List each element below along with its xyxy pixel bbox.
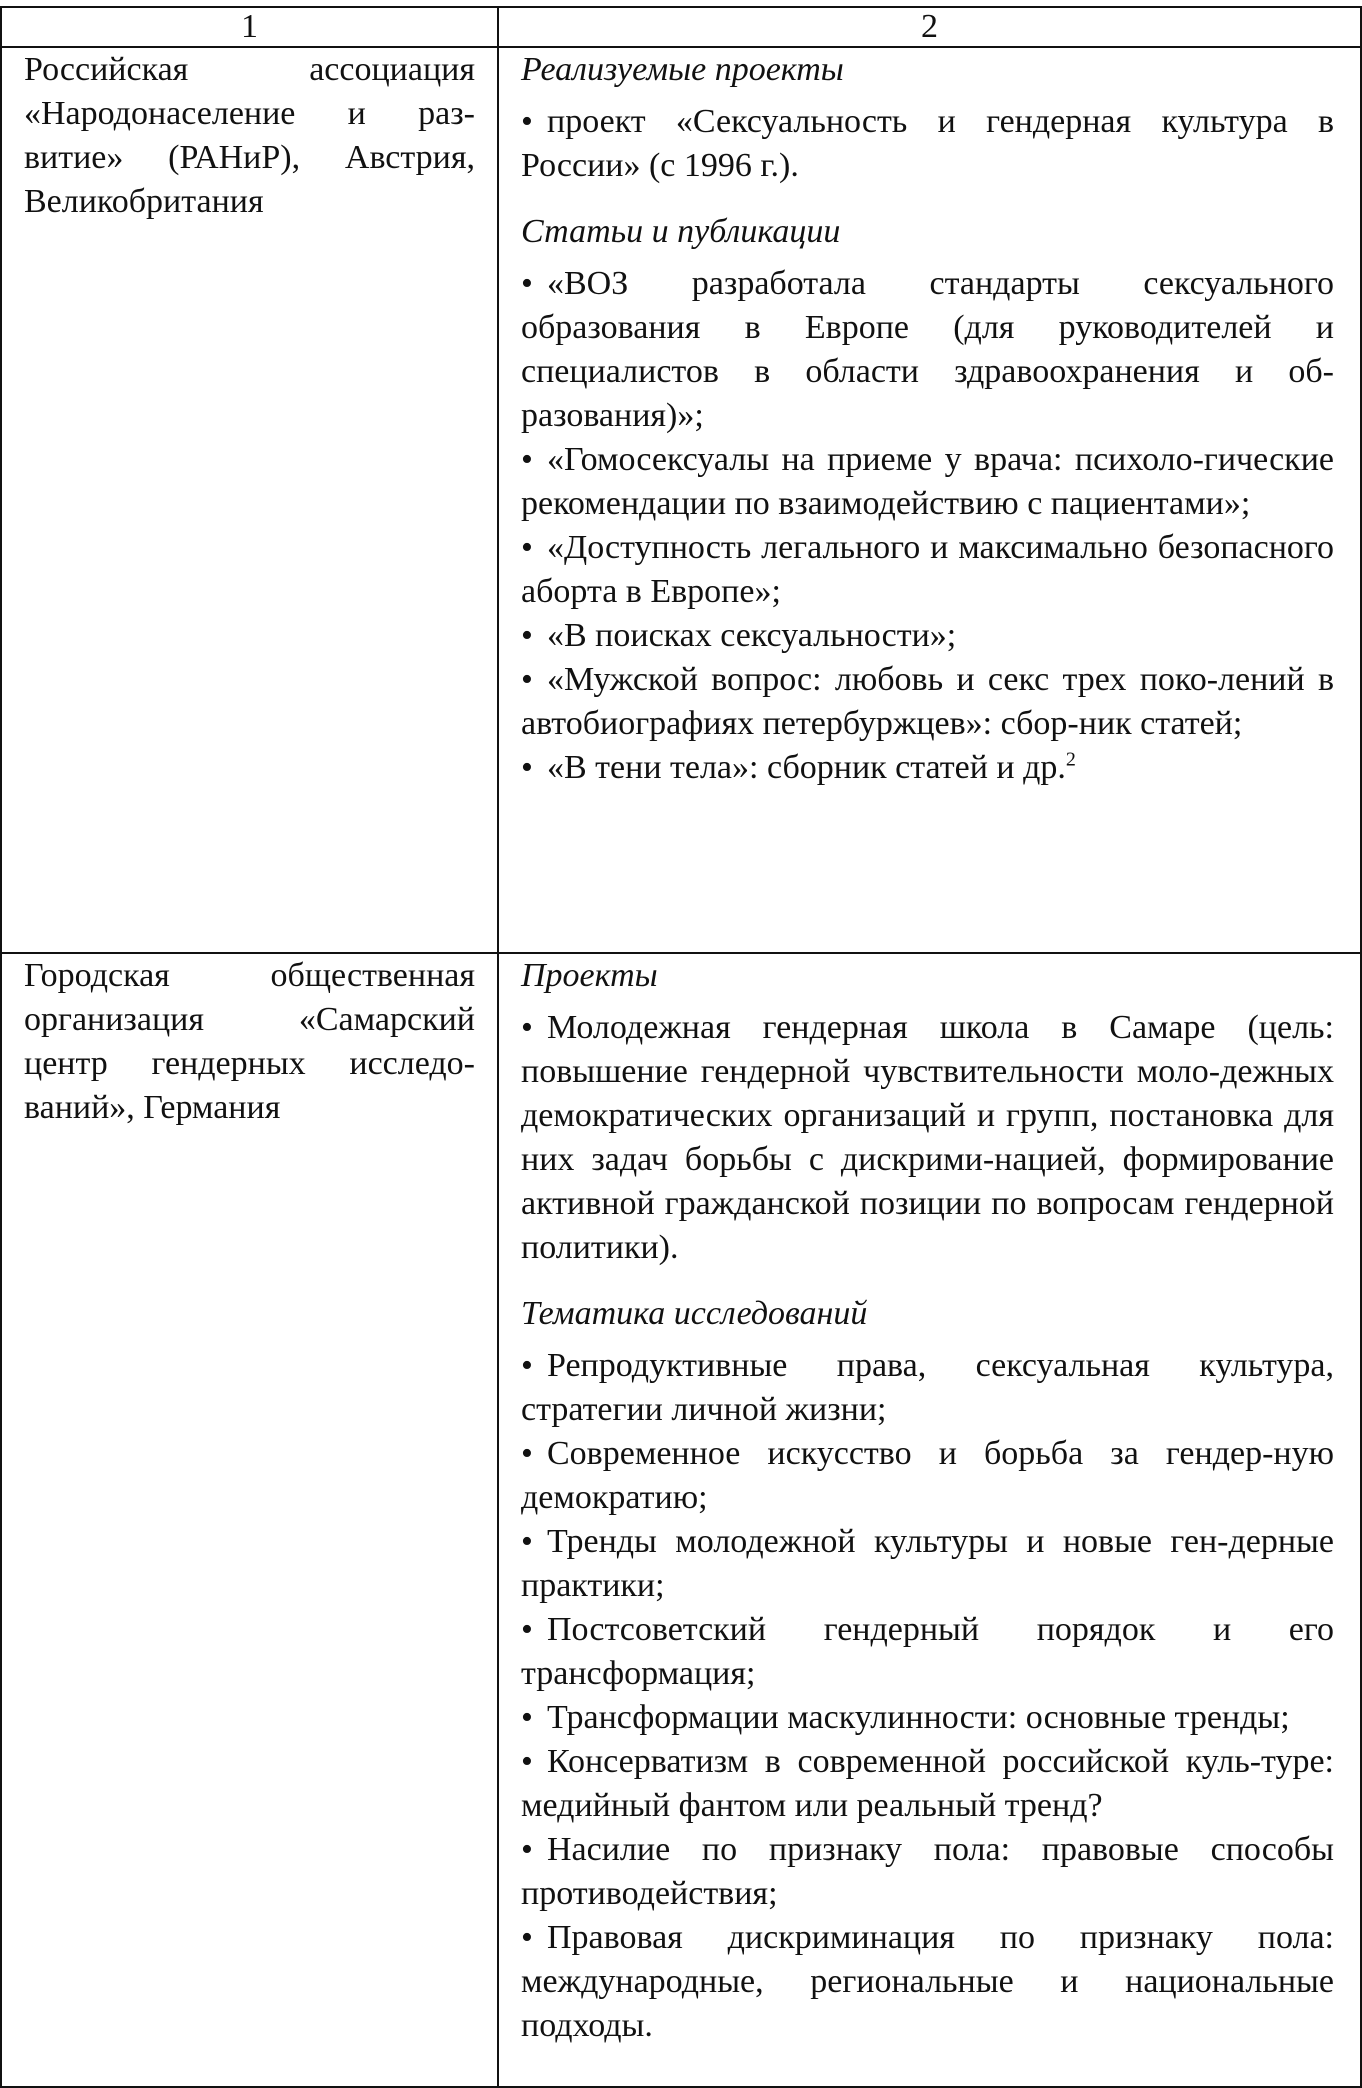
bullet-icon: • <box>521 1611 533 1648</box>
bullet-icon: • <box>521 265 533 302</box>
bullet-icon: • <box>521 1347 533 1384</box>
list-item <box>521 746 1334 790</box>
section-title: Тематика исследований <box>521 1295 868 1332</box>
list-item <box>521 1344 1334 1432</box>
list-item <box>521 1696 1334 1740</box>
bullet-list <box>521 1006 1334 1270</box>
bullet-icon: • <box>521 1435 533 1472</box>
list-item-text: Тренды молодежной культуры и новые ген-дерные практики; <box>521 1523 1334 1604</box>
organization-cell <box>1 953 498 2087</box>
table-header-row <box>1 7 1361 47</box>
section-projects <box>521 954 1334 1270</box>
list-item-text: проект «Сексуальность и гендерная культура в России» (с 1996 г.). <box>521 103 1334 184</box>
list-item-text: Правовая дискриминация по признаку пола: международные, региональные и национальные подходы. <box>521 1919 1334 2044</box>
column-1-header: 1 <box>1 7 498 47</box>
bullet-icon: • <box>521 529 533 566</box>
organizations-table <box>0 6 1362 2088</box>
section-implemented-projects <box>521 48 1334 188</box>
list-item <box>521 1432 1334 1520</box>
section-title: Проекты <box>521 957 658 994</box>
list-item-text: Трансформации маскулинности: основные тренды; <box>547 1699 1290 1736</box>
bullet-list <box>521 100 1334 188</box>
list-item <box>521 1520 1334 1608</box>
footnote-marker[interactable]: 2 <box>1065 748 1076 771</box>
section-research-topics <box>521 1292 1334 2048</box>
bullet-icon: • <box>521 661 533 698</box>
table-row <box>1 47 1361 953</box>
list-item-text: Постсоветский гендерный порядок и его трансформация; <box>521 1611 1334 1692</box>
list-item-text: Молодежная гендерная школа в Самаре (цель: повышение гендерной чувствительности моло-дежных демократических организаций и групп, постановка для них задач борьбы с дискрими-нацией, формирование активной гражданской позиции по вопросам гендерной политики). <box>521 1009 1334 1266</box>
bullet-list <box>521 1344 1334 2048</box>
organization-name: Российская ассоциация «Народонаселение и раз-витие» (РАНиР), Австрия, Великобритания <box>24 51 475 220</box>
column-2-header: 2 <box>498 7 1361 47</box>
details-cell <box>498 953 1361 2087</box>
list-item-text: «В тени тела»: сборник статей и др. <box>547 749 1066 786</box>
list-item <box>521 614 1334 658</box>
list-item-text: «Доступность легального и максимально безопасного аборта в Европе»; <box>521 529 1334 610</box>
list-item-text: «Мужской вопрос: любовь и секс трех поко-лений в автобиографиях петербуржцев»: сбор-ник статей; <box>521 661 1334 742</box>
list-item-text: «ВОЗ разработала стандарты сексуального образования в Европе (для руководителей и специалистов в области здравоохранения и об-разования)»; <box>521 265 1334 434</box>
list-item-text: Современное искусство и борьба за гендер-ную демократию; <box>521 1435 1334 1516</box>
bullet-icon: • <box>521 617 533 654</box>
list-item <box>521 1006 1334 1270</box>
list-item-text: Консерватизм в современной российской куль-туре: медийный фантом или реальный тренд? <box>521 1743 1334 1824</box>
list-item <box>521 1916 1334 2048</box>
list-item <box>521 1828 1334 1916</box>
organization-name: Городская общественная организация «Самарский центр гендерных исследо-ваний», Германия <box>24 957 475 1126</box>
bullet-icon: • <box>521 1523 533 1560</box>
details-cell <box>498 47 1361 953</box>
list-item <box>521 438 1334 526</box>
bullet-list <box>521 262 1334 790</box>
section-articles <box>521 210 1334 790</box>
list-item-text: Насилие по признаку пола: правовые способы противодействия; <box>521 1831 1334 1912</box>
bullet-icon: • <box>521 1743 533 1780</box>
bullet-icon: • <box>521 441 533 478</box>
list-item-text: Репродуктивные права, сексуальная культура, стратегии личной жизни; <box>521 1347 1334 1428</box>
bullet-icon: • <box>521 1009 533 1046</box>
bullet-icon: • <box>521 1699 533 1736</box>
list-item <box>521 526 1334 614</box>
list-item <box>521 1740 1334 1828</box>
list-item-text: «Гомосексуалы на приеме у врача: психоло-гические рекомендации по взаимодействию с пациентами»; <box>521 441 1334 522</box>
list-item <box>521 1608 1334 1696</box>
list-item <box>521 262 1334 438</box>
table-row <box>1 953 1361 2087</box>
bullet-icon: • <box>521 1831 533 1868</box>
bullet-icon: • <box>521 1919 533 1956</box>
organization-cell <box>1 47 498 953</box>
section-title: Реализуемые проекты <box>521 51 844 88</box>
list-item-text: «В поисках сексуальности»; <box>547 617 957 654</box>
list-item <box>521 658 1334 746</box>
list-item <box>521 100 1334 188</box>
bullet-icon: • <box>521 749 533 786</box>
bullet-icon: • <box>521 103 533 140</box>
section-title: Статьи и публикации <box>521 213 841 250</box>
